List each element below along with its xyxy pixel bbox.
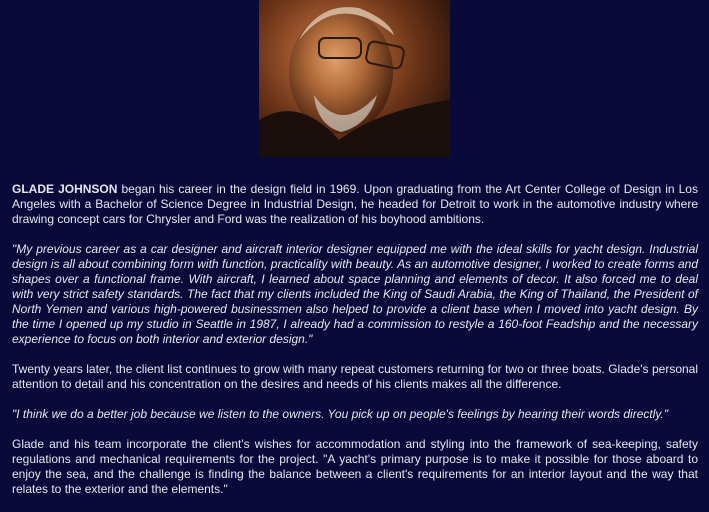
client-paragraph: Twenty years later, the client list continues to grow with many repeat customers returning for two or three boats. Glade's personal attention to detail and his concentration on the desires and needs of his clients makes all the difference.: [12, 362, 698, 391]
owners-quote: "I think we do a better job because we listen to the owners. You pick up on people's feelings by hearing their words directly.": [12, 407, 669, 421]
career-quote: "My previous career as a car designer and aircraft interior designer equipped me with the ideal skills for yacht design. Industrial design is all about combining form with function, practicality with beauty. As an automotive designer, I worked to create forms and shapes over a functional frame. With aircraft, I learned about space planning and elements of decor. It also forced me to deal with very strict safety standards. The fact that my clients included the King of Saudi Arabia, the King of Thailand, the President of North Yemen and various high-powered businessmen also helped to provide a client base when I moved into yacht design. By the time I opened up my studio in Seattle in 1987, I already had a commission to restyle a 160-foot Feadship and the necessary experience to focus on both interior and exterior design.": [12, 242, 698, 346]
biography-text: [12, 182, 698, 512]
designer-name: GLADE JOHNSON: [12, 182, 118, 196]
portrait-illustration: [259, 0, 450, 157]
team-paragraph: Glade and his team incorporate the client's wishes for accommodation and styling into the framework of sea-keeping, safety regulations and mechanical requirements for the project. "A yacht's primary purpose is to make it possible for those aboard to enjoy the sea, and the challenge is finding the balance between a client's requirements for an interior layout and the way that relates to the exterior and the elements.": [12, 437, 698, 496]
portrait-photo: [259, 0, 450, 157]
intro-text: began his career in the design field in 1969. Upon graduating from the Art Center College of Design in Los Angeles with a Bachelor of Science Degree in Industrial Design, he headed for Detroit to work in the automotive industry where drawing concept cars for Chrysler and Ford was the realization of his boyhood ambitions.: [12, 182, 698, 226]
intro-paragraph: [12, 182, 698, 227]
